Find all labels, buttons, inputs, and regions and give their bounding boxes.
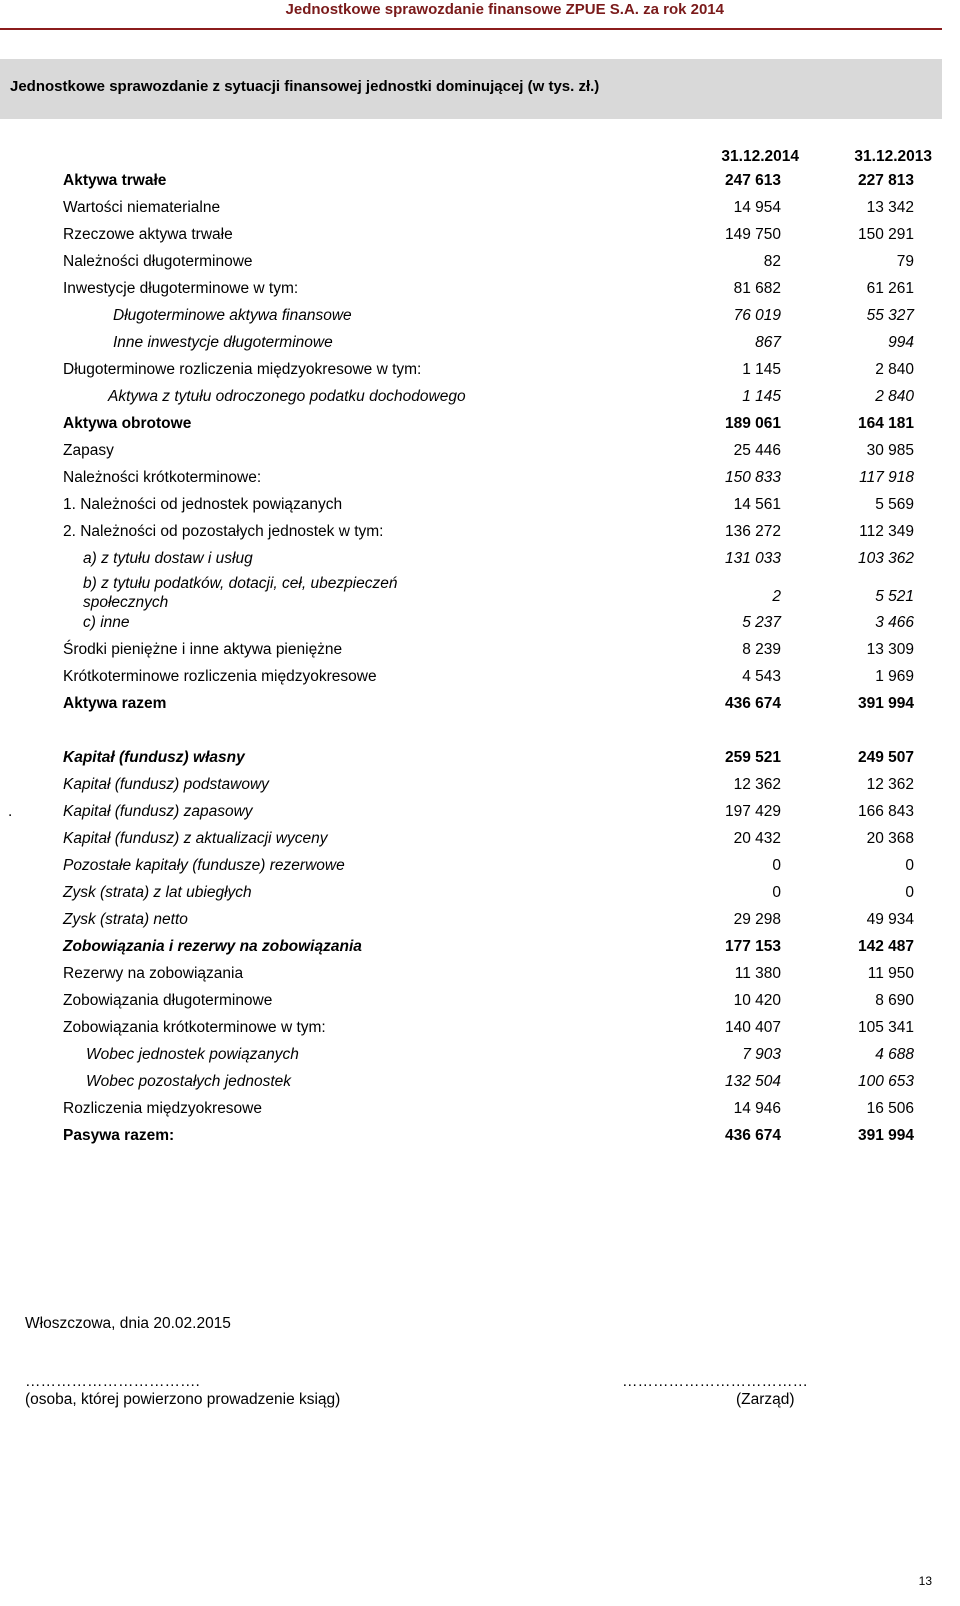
row-label: 1. Należności od jednostek powiązanych <box>63 496 343 513</box>
row-label-line1: b) z tytułu podatków, dotacji, ceł, ubezpieczeń <box>83 575 398 592</box>
row-label <box>83 574 398 612</box>
row-label: Zobowiązania krótkoterminowe w tym: <box>63 1019 326 1036</box>
row-label: Kapitał (fundusz) własny <box>63 749 245 766</box>
table-row <box>0 884 942 906</box>
value-2014: 436 674 <box>724 695 781 712</box>
table-row <box>0 830 942 852</box>
row-label: Inwestycje długoterminowe w tym: <box>63 280 299 297</box>
row-label: Aktywa trwałe <box>63 172 167 189</box>
table-row <box>0 496 942 518</box>
row-label: Środki pieniężne i inne aktywa pieniężne <box>63 641 343 658</box>
section-band <box>0 59 942 119</box>
value-2013: 105 341 <box>857 1019 914 1036</box>
value-2014: 20 432 <box>733 830 781 847</box>
value-2013: 164 181 <box>857 415 914 432</box>
row-label: Kapitał (fundusz) z aktualizacji wyceny <box>63 830 328 847</box>
value-2013: 0 <box>905 884 914 901</box>
row-label: Pasywa razem: <box>63 1127 175 1144</box>
table-row <box>0 550 942 572</box>
value-2013: 55 327 <box>866 307 914 324</box>
row-label: Zysk (strata) z lat ubiegłych <box>63 884 252 901</box>
value-2014: 7 903 <box>742 1046 781 1063</box>
value-2014: 14 954 <box>733 199 781 216</box>
value-2014: 82 <box>763 253 781 270</box>
table-row <box>0 749 942 771</box>
table-row <box>0 469 942 491</box>
table-row <box>0 361 942 383</box>
table-row <box>0 614 942 636</box>
value-2014: 149 750 <box>724 226 781 243</box>
value-2013: 13 342 <box>866 199 914 216</box>
table-row <box>0 1100 942 1122</box>
table-row <box>0 938 942 960</box>
row-label: Zapasy <box>63 442 114 459</box>
place-date: Włoszczowa, dnia 20.02.2015 <box>25 1315 231 1332</box>
row-label: Zysk (strata) netto <box>63 911 188 928</box>
value-2014: 140 407 <box>724 1019 781 1036</box>
value-2013: 11 950 <box>867 965 914 982</box>
row-label: Kapitał (fundusz) zapasowy <box>63 803 253 820</box>
table-row <box>0 1046 942 1068</box>
table-row <box>0 253 942 275</box>
value-2014: 0 <box>772 857 781 874</box>
table-row <box>0 307 942 329</box>
value-2014: 177 153 <box>724 938 781 955</box>
row-label: a) z tytułu dostaw i usług <box>83 550 253 567</box>
table-row <box>0 1073 942 1095</box>
section-title: Jednostkowe sprawozdanie z sytuacji finansowej jednostki dominującej (w tys. zł.) <box>10 78 600 95</box>
row-label: Rozliczenia międzyokresowe <box>63 1100 262 1117</box>
row-label: Aktywa razem <box>63 695 167 712</box>
table-row <box>0 1019 942 1041</box>
table-row <box>0 280 942 302</box>
value-2013: 5 521 <box>875 588 914 605</box>
value-2014: 247 613 <box>724 172 781 189</box>
value-2014: 11 380 <box>734 965 781 982</box>
table-row <box>0 226 942 248</box>
value-2013: 8 690 <box>875 992 914 1009</box>
row-label: Krótkoterminowe rozliczenia międzyokresowe <box>63 668 377 685</box>
value-2014: 136 272 <box>724 523 781 540</box>
row-label: c) inne <box>83 614 130 631</box>
table-row <box>0 695 942 717</box>
value-2014: 5 237 <box>742 614 781 631</box>
value-2013: 5 569 <box>875 496 914 513</box>
value-2014: 0 <box>772 884 781 901</box>
value-2013: 391 994 <box>857 1127 914 1144</box>
value-2014: 189 061 <box>724 415 781 432</box>
table-row <box>0 911 942 933</box>
table-row <box>0 523 942 545</box>
page-number: 13 <box>918 1574 932 1588</box>
value-2013: 30 985 <box>866 442 914 459</box>
value-2013: 2 840 <box>875 388 914 405</box>
value-2014: 76 019 <box>733 307 781 324</box>
value-2014: 14 561 <box>733 496 781 513</box>
table-row <box>0 1127 942 1149</box>
signature-line-left: ……………………………. <box>25 1373 200 1390</box>
value-2014: 81 682 <box>733 280 781 297</box>
row-label: Zobowiązania długoterminowe <box>63 992 273 1009</box>
value-2013: 16 506 <box>866 1100 914 1117</box>
value-2013: 79 <box>896 253 914 270</box>
value-2013: 3 466 <box>875 614 914 631</box>
value-2014: 259 521 <box>724 749 781 766</box>
row-label: Kapitał (fundusz) podstawowy <box>63 776 269 793</box>
row-label: Wartości niematerialne <box>63 199 221 216</box>
value-2013: 391 994 <box>857 695 914 712</box>
table-row <box>0 172 942 194</box>
row-label: Pozostałe kapitały (fundusze) rezerwowe <box>63 857 345 874</box>
value-2014: 150 833 <box>724 469 781 486</box>
value-2014: 131 033 <box>724 550 781 567</box>
value-2014: 12 362 <box>733 776 781 793</box>
value-2013: 100 653 <box>857 1073 914 1090</box>
row-label: Aktywa obrotowe <box>63 415 192 432</box>
value-2014: 2 <box>772 588 781 605</box>
table-row <box>0 575 942 611</box>
value-2013: 166 843 <box>857 803 914 820</box>
row-label: Zobowiązania i rezerwy na zobowiązania <box>63 938 362 955</box>
value-2013: 142 487 <box>857 938 914 955</box>
value-2013: 103 362 <box>857 550 914 567</box>
row-label: Wobec jednostek powiązanych <box>86 1046 299 1063</box>
page-header <box>0 0 942 30</box>
table-row <box>0 199 942 221</box>
table-row <box>0 641 942 663</box>
signature-caption-right: (Zarząd) <box>736 1391 795 1408</box>
value-2013: 249 507 <box>857 749 914 766</box>
row-label: Długoterminowe aktywa finansowe <box>113 307 352 324</box>
row-label: Rzeczowe aktywa trwałe <box>63 226 233 243</box>
value-2013: 1 969 <box>875 668 914 685</box>
value-2013: 13 309 <box>866 641 914 658</box>
value-2013: 49 934 <box>866 911 914 928</box>
row-label: Aktywa z tytułu odroczonego podatku dochodowego <box>108 388 466 405</box>
stray-dot: . <box>8 803 13 820</box>
value-2014: 436 674 <box>724 1127 781 1144</box>
value-2013: 4 688 <box>875 1046 914 1063</box>
table-row <box>0 415 942 437</box>
value-2013: 994 <box>888 334 914 351</box>
value-2014: 14 946 <box>733 1100 781 1117</box>
row-label: Wobec pozostałych jednostek <box>86 1073 292 1090</box>
value-2013: 61 261 <box>866 280 914 297</box>
value-2014: 1 145 <box>742 361 781 378</box>
signature-caption-left: (osoba, której powierzono prowadzenie ksiąg) <box>25 1391 341 1408</box>
value-2014: 4 543 <box>742 668 781 685</box>
table-row <box>0 776 942 798</box>
table-row <box>0 803 942 825</box>
row-label: Należności krótkoterminowe: <box>63 469 262 486</box>
signature-line-right: ……………………………… <box>622 1373 808 1390</box>
row-label-line2: społecznych <box>83 594 169 611</box>
row-label: Długoterminowe rozliczenia międzyokresowe w tym: <box>63 361 422 378</box>
row-label: Należności długoterminowe <box>63 253 253 270</box>
value-2014: 25 446 <box>733 442 781 459</box>
table-row <box>0 388 942 410</box>
value-2014: 29 298 <box>733 911 781 928</box>
value-2013: 227 813 <box>857 172 914 189</box>
value-2013: 12 362 <box>866 776 914 793</box>
value-2014: 867 <box>755 334 781 351</box>
row-label: Rezerwy na zobowiązania <box>63 965 244 982</box>
value-2014: 1 145 <box>742 388 781 405</box>
row-label: 2. Należności od pozostałych jednostek w tym: <box>63 523 384 540</box>
table-row <box>0 992 942 1014</box>
value-2013: 117 918 <box>859 469 914 486</box>
table-row <box>0 334 942 356</box>
column-header-2013: 31.12.2013 <box>854 148 932 165</box>
table-row <box>0 965 942 987</box>
value-2013: 0 <box>905 857 914 874</box>
value-2014: 8 239 <box>742 641 781 658</box>
value-2013: 20 368 <box>866 830 914 847</box>
row-label: Inne inwestycje długoterminowe <box>113 334 333 351</box>
value-2013: 2 840 <box>875 361 914 378</box>
table-row <box>0 857 942 879</box>
column-header-2014: 31.12.2014 <box>721 148 799 165</box>
table-row <box>0 442 942 464</box>
value-2013: 150 291 <box>857 226 914 243</box>
value-2014: 197 429 <box>724 803 781 820</box>
header-title: Jednostkowe sprawozdanie finansowe ZPUE S.A. za rok 2014 <box>285 1 724 18</box>
value-2013: 112 349 <box>859 523 914 540</box>
value-2014: 132 504 <box>724 1073 781 1090</box>
value-2014: 10 420 <box>733 992 781 1009</box>
table-row <box>0 668 942 690</box>
